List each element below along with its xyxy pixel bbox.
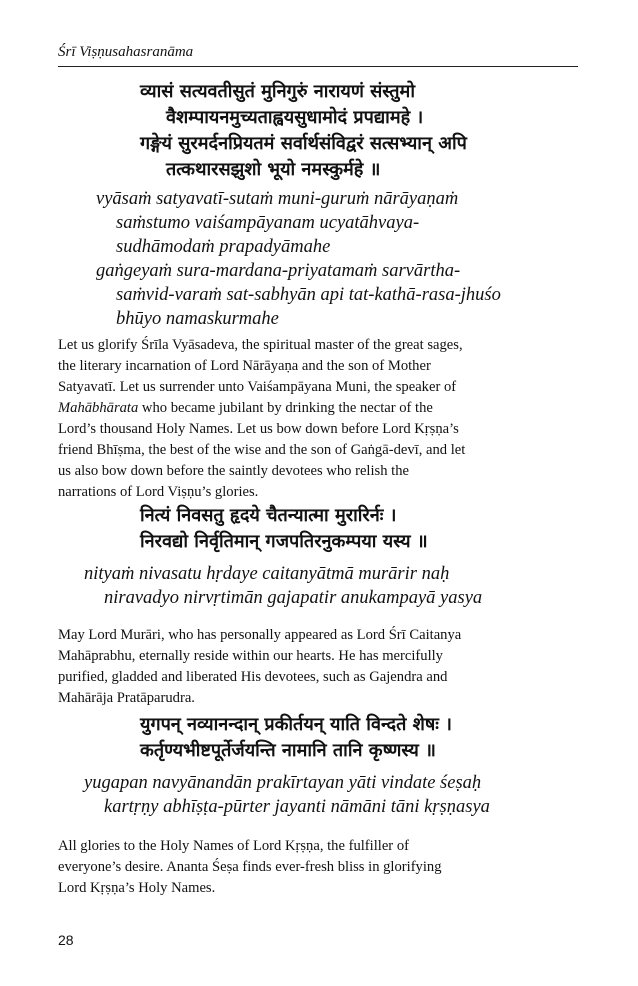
- transliteration-line: niravadyo nirvṛtimān gajapatir anukampayā yasya: [104, 588, 483, 608]
- translation-line: Lord Kṛṣṇa’s Holy Names.: [58, 880, 216, 896]
- book-title-italic: Mahābhārata: [58, 400, 139, 416]
- translation-line: Mahāprabhu, eternally reside within our hearts. He has mercifully: [58, 648, 443, 664]
- translation-line: Satyavatī. Let us surrender unto Vaiśampāyana Muni, the speaker of: [58, 379, 457, 395]
- verse-1-transliteration-b: [96, 259, 501, 331]
- translation-line: friend Bhīṣma, the best of the wise and the son of Gaṅgā-devī, and let: [58, 442, 466, 458]
- transliteration-line: vyāsaṁ satyavatī-sutaṁ muni-guruṁ nārāyaṇaṁ: [96, 189, 459, 209]
- translation-line: Let us glorify Śrīla Vyāsadeva, the spiritual master of the great sages,: [58, 337, 463, 353]
- verse-1-transliteration-a: [96, 187, 458, 259]
- devanagari-line: गङ्गेयं सुरमर्दनप्रियतमं सर्वार्थसंविद्वरं सत्सभ्यान् अपि: [140, 133, 467, 154]
- verse-2-devanagari: [140, 503, 428, 555]
- translation-line-rest: who became jubilant by drinking the nectar of the: [138, 400, 433, 416]
- devanagari-line: व्यासं सत्यवतीसुतं मुनिगुरुं नारायणं संस्तुमो: [140, 81, 415, 102]
- page-number: 28: [58, 932, 74, 948]
- devanagari-line: तत्कथारसझुशो भूयो नमस्कुर्महे ॥: [166, 159, 381, 180]
- translation-line: us also bow down before the saintly devotees who relish the: [58, 463, 409, 479]
- translation-line: Mahārāja Pratāparudra.: [58, 690, 195, 706]
- devanagari-line: नित्यं निवसतु हृदये चैतन्यात्मा मुरारिर्नः ।: [140, 505, 397, 526]
- translation-line: purified, gladded and liberated His devotees, such as Gajendra and: [58, 669, 448, 685]
- translation-line: All glories to the Holy Names of Lord Kṛṣṇa, the fulfiller of: [58, 838, 409, 854]
- translation-line: Lord’s thousand Holy Names. Let us bow down before Lord Kṛṣṇa’s: [58, 421, 459, 437]
- verse-3-transliteration: [84, 771, 490, 819]
- transliteration-line: bhūyo namaskurmahe: [116, 309, 279, 329]
- verse-3-translation: [58, 836, 588, 899]
- transliteration-line: nityaṁ nivasatu hṛdaye caitanyātmā murārir naḥ: [84, 564, 450, 584]
- translation-line: May Lord Murāri, who has personally appeared as Lord Śrī Caitanya: [58, 627, 462, 643]
- transliteration-line: kartṛṇy abhīṣṭa-pūrter jayanti nāmāni tāni kṛṣṇasya: [104, 797, 490, 817]
- devanagari-line: निरवद्यो निर्वृतिमान् गजपतिरनुकम्पया यस्य ॥: [140, 531, 428, 552]
- header-rule: [58, 66, 578, 67]
- translation-line: everyone’s desire. Ananta Śeṣa finds ever-fresh bliss in glorifying: [58, 859, 442, 875]
- transliteration-line: saṁstumo vaiśampāyanam ucyatāhvaya-: [116, 213, 420, 233]
- verse-2-transliteration: [84, 562, 482, 610]
- translation-line: [58, 398, 588, 419]
- running-header: Śrī Viṣṇusahasranāma: [58, 44, 194, 60]
- verse-2-translation: [58, 625, 588, 709]
- transliteration-line: gaṅgeyaṁ sura-mardana-priyatamaṁ sarvārtha-: [96, 261, 461, 281]
- translation-line: the literary incarnation of Lord Nārāyaṇa and the son of Mother: [58, 358, 431, 374]
- verse-1-translation: [58, 335, 588, 503]
- verse-3-devanagari: [140, 712, 452, 764]
- verse-1-devanagari: [140, 79, 467, 183]
- devanagari-line: वैशम्पायनमुच्यताह्वयसुधामोदं प्रपद्यामहे ।: [166, 107, 424, 128]
- transliteration-line: sudhāmodaṁ prapadyāmahe: [116, 237, 331, 257]
- transliteration-line: yugapan navyānandān prakīrtayan yāti vindate śeṣaḥ: [84, 773, 482, 793]
- devanagari-line: कर्तृण्यभीष्टपूर्तेर्जयन्ति नामानि तानि कृष्णस्य ॥: [140, 740, 436, 761]
- devanagari-line: युगपन् नव्यानन्दान् प्रकीर्तयन् याति विन्दते शेषः ।: [140, 714, 452, 735]
- transliteration-line: saṁvid-varaṁ sat-sabhyān api tat-kathā-rasa-jhuśo: [116, 285, 501, 305]
- translation-line: narrations of Lord Viṣṇu’s glories.: [58, 484, 259, 500]
